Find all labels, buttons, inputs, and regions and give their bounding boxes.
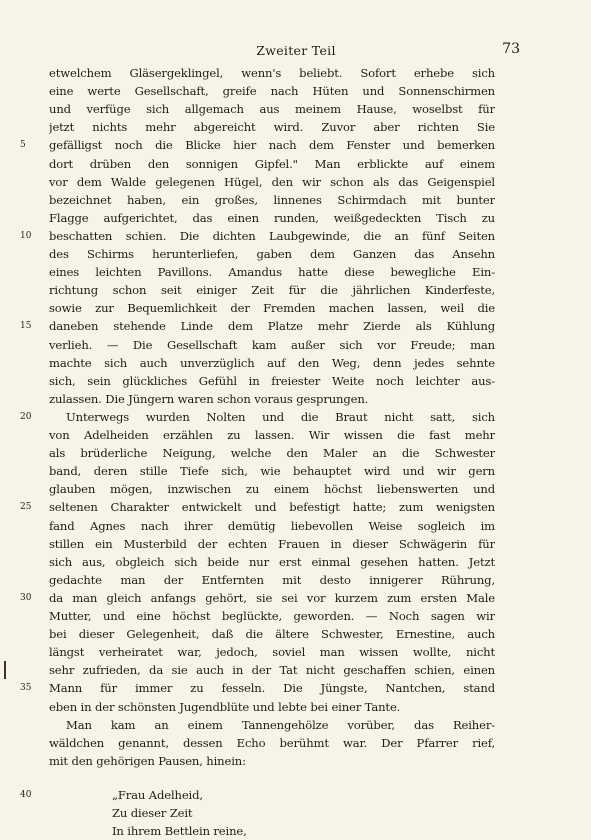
line-number: 15 (20, 321, 32, 332)
text-line: Mann für immer zu fesseln. Die Jüngste, Nantchen, stand (49, 681, 495, 696)
text-line: bei dieser Gelegenheit, daß die ältere Schwester, Ernestine, auch (49, 627, 495, 642)
text-line: gedachte man der Entfernten mit desto innigerer Rührung, (49, 572, 495, 587)
text-line: dort drüben den sonnigen Gipfel." Man erblickte auf einem (49, 156, 495, 171)
text-line: machte sich auch unverzüglich auf den Weg, denn jedes sehnte (49, 355, 495, 370)
text-line: etwelchem Gläsergeklingel, wenn's beliebt. Sofort erhebe sich (49, 66, 495, 80)
text-line: band, deren stille Tiefe sich, wie behauptet wird und wir gern (49, 464, 495, 479)
line-number: 40 (20, 790, 32, 801)
page-number: 73 (502, 41, 520, 57)
text-line: gefälligst noch die Blicke hier nach dem Fenster und bemerken (49, 138, 495, 153)
text-line: von Adelheiden erzählen zu lassen. Wir wissen die fast mehr (49, 428, 495, 442)
text-line: bezeichnet haben, ein großes, linnenes Schirmdach mit bunter (49, 192, 495, 207)
line-number: 10 (20, 230, 32, 241)
text-line: zulassen. Die Jüngern waren schon voraus gesprungen. (49, 391, 369, 406)
verse-line: Zu dieser Zeit (112, 806, 193, 821)
text-line: Mutter, und eine höchst beglückte, geworden. — Noch sagen wir (49, 609, 495, 623)
verse-line: „Frau Adelheid, (112, 788, 203, 803)
text-line: seltenen Charakter entwickelt und befestigt hatte; zum wenigsten (49, 500, 495, 515)
line-number: 30 (20, 592, 32, 603)
text-line: beschatten schien. Die dichten Laubgewinde, die an fünf Seiten (49, 228, 495, 243)
verse-line: In ihrem Bettlein reine, (112, 824, 247, 839)
page-header (72, 43, 520, 63)
line-number: 35 (20, 683, 32, 694)
text-line: sich, sein glückliches Gefühl in freiester Weite noch leichter aus- (49, 373, 495, 388)
text-line: eines leichten Pavillons. Amandus hatte diese bewegliche Ein- (49, 265, 495, 280)
text-line: sehr zufrieden, da sie auch in der Tat nicht geschaffen schien, einen (49, 663, 495, 678)
text-line: sowie zur Bequemlichkeit der Fremden machen lassen, weil die (49, 301, 495, 316)
text-line: als brüderliche Neigung, welche den Maler an die Schwester (49, 446, 495, 461)
text-line: daneben stehende Linde dem Platze mehr Zierde als Kühlung (49, 319, 495, 334)
text-line: des Schirms herunterliefen, gaben dem Ganzen das Ansehn (49, 247, 495, 261)
text-line: Man kam an einem Tannengehölze vorüber, das Reiher- (66, 717, 495, 732)
text-line: jetzt nichts mehr abgereicht wird. Zuvor aber richten Sie (49, 120, 495, 135)
text-line: mit den gehörigen Pausen, hinein: (49, 753, 246, 768)
text-line: verlieh. — Die Gesellschaft kam außer sich vor Freude; man (49, 337, 495, 352)
text-line: wäldchen genannt, dessen Echo berühmt war. Der Pfarrer rief, (49, 735, 495, 750)
text-line: vor dem Walde gelegenen Hügel, den wir schon als das Geigenspiel (49, 174, 495, 189)
text-line: Unterwegs wurden Nolten und die Braut nicht satt, sich (66, 409, 495, 424)
text-line: eben in der schönsten Jugendblüte und lebte bei einer Tante. (49, 699, 401, 714)
text-line: Flagge aufgerichtet, das einen runden, weißgedeckten Tisch zu (49, 210, 495, 225)
text-line: da man gleich anfangs gehört, sie sei vor kurzem zum ersten Male (49, 590, 495, 605)
text-line: sich aus, obgleich sich beide nur erst einmal gesehen hatten. Jetzt (49, 554, 495, 569)
text-line: richtung schon seit einiger Zeit für die jährlichen Kinderfeste, (49, 283, 495, 298)
text-line: eine werte Gesellschaft, greife nach Hüten und Sonnenschirmen (49, 84, 495, 99)
margin-mark (4, 661, 6, 679)
text-line: fand Agnes nach ihrer demütig liebevollen Weise sogleich im (49, 518, 495, 533)
line-number: 20 (20, 411, 32, 422)
text-line: glauben mögen, inzwischen zu einem höchst liebenswerten und (49, 482, 495, 497)
line-number: 5 (20, 140, 26, 151)
text-line: und verfüge sich allgemach aus meinem Hause, woselbst für (49, 102, 495, 117)
text-line: stillen ein Musterbild der echten Frauen in dieser Schwägerin für (49, 536, 495, 551)
text-line: längst verheiratet war, jedoch, soviel man wissen wollte, nicht (49, 645, 495, 660)
running-title: Zweiter Teil (256, 43, 336, 58)
line-number: 25 (20, 502, 32, 513)
